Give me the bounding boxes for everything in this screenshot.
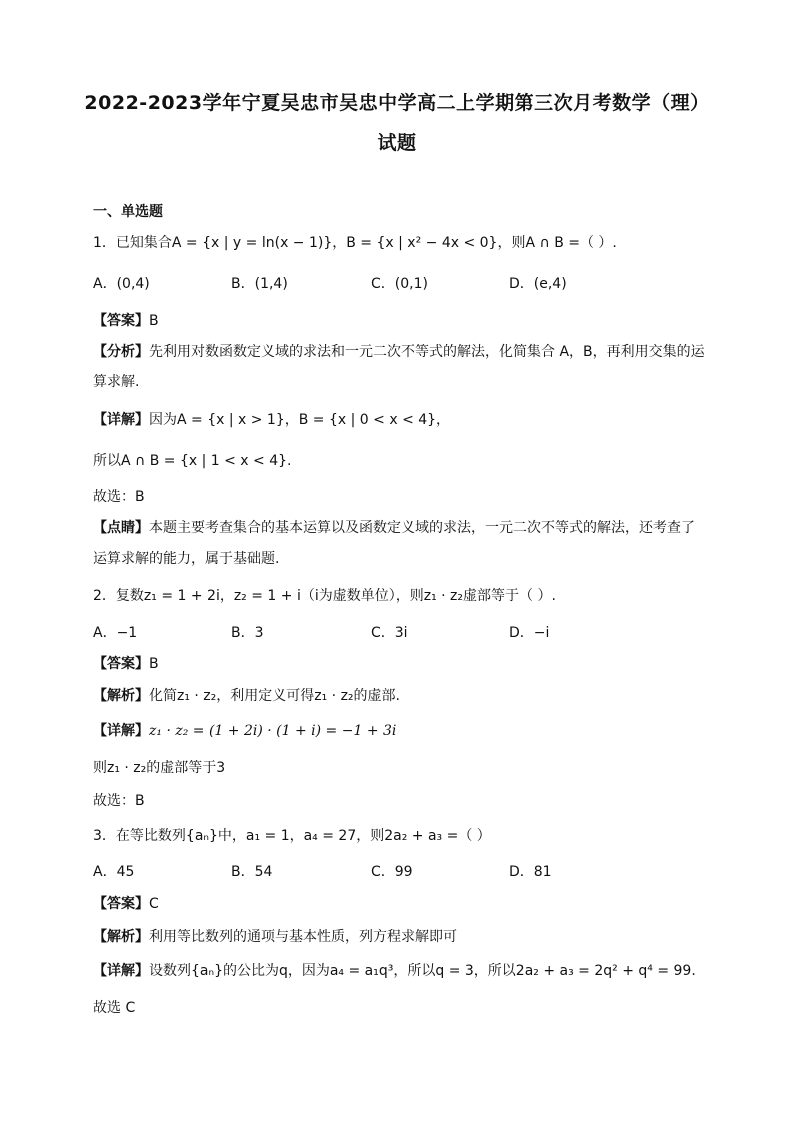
answer-tag: 【答案】 [93,313,149,329]
q1-detail-line-2: 所以A ∩ B = {x | 1 < x < 4}. [93,453,292,469]
comment-tag: 【点睛】 [93,520,149,536]
q2-detail-line-2: 则z₁ · z₂的虚部等于3 [93,760,226,776]
answer-value: B [149,313,159,329]
q3-option-c: C．99 [371,864,413,880]
analysis-text: 化简z₁ · z₂，利用定义可得z₁ · z₂的虚部. [149,688,400,704]
q3-option-a: A．45 [93,864,135,880]
q2-option-d: D．−i [509,625,550,641]
q1-comment-line-1 [93,518,695,538]
q3-option-d: D．81 [509,864,552,880]
q1-option-a: A．(0,4) [93,276,150,292]
detail-text: z₁ · z₂ = (1 + 2i) · (1 + i) = −1 + 3i [149,723,397,739]
q1-option-d: D．(e,4) [509,276,567,292]
analysis-text: 利用等比数列的通项与基本性质，列方程求解即可 [149,929,457,945]
detail-tag: 【详解】 [93,963,149,979]
answer-tag: 【答案】 [93,896,149,912]
answer-value: C [149,896,159,912]
q3-conclusion: 故选 C [93,1000,136,1016]
q2-stem: 2．复数z₁ = 1 + 2i，z₂ = 1 + i（i为虚数单位），则z₁ · z₂虚部等于（ ）. [93,588,556,604]
q2-answer [93,654,159,674]
detail-text: 因为A = {x | x > 1}，B = {x | 0 < x < 4}， [149,412,451,428]
answer-value: B [149,656,159,672]
q1-conclusion: 故选：B [93,489,145,505]
q3-stem: 3．在等比数列{aₙ}中，a₁ = 1，a₄ = 27，则2a₂ + a₃ =（ ） [93,828,491,844]
detail-tag: 【详解】 [93,723,149,739]
analysis-tag: 【解析】 [93,929,149,945]
doc-title-line-2: 试题 [377,132,417,154]
q3-detail [93,961,696,981]
q1-answer [93,311,159,331]
q1-analysis-line-1 [93,342,705,362]
q2-option-b: B．3 [231,625,264,641]
q1-stem: 1．已知集合A = {x | y = ln(x − 1)}，B = {x | x² − 4x < 0}，则A ∩ B =（ ）. [93,235,617,251]
comment-text: 本题主要考查集合的基本运算以及函数定义域的求法，一元二次不等式的解法，还考查了 [149,520,695,536]
q1-analysis-line-2: 算求解. [93,374,140,390]
q2-detail [93,721,396,741]
q1-option-b: B．(1,4) [231,276,288,292]
q3-analysis [93,927,457,947]
q2-option-a: A．−1 [93,625,138,641]
q2-analysis [93,686,400,706]
detail-tag: 【详解】 [93,412,149,428]
analysis-text: 先利用对数函数定义域的求法和一元二次不等式的解法，化简集合 A，B，再利用交集的运 [149,344,705,360]
analysis-tag: 【解析】 [93,688,149,704]
doc-title-line-1: 2022-2023学年宁夏吴忠市吴忠中学高二上学期第三次月考数学（理） [84,92,710,114]
detail-text: 设数列{aₙ}的公比为q，因为a₄ = a₁q³，所以q = 3，所以2a₂ + a₃ = 2q² + q⁴ = 99. [149,963,696,979]
q1-detail-line-1 [93,410,450,430]
q3-option-b: B．54 [231,864,273,880]
q1-option-c: C．(0,1) [371,276,428,292]
analysis-tag: 【分析】 [93,344,149,360]
q2-conclusion: 故选：B [93,793,145,809]
q3-answer [93,894,159,914]
section-heading: 一、单选题 [93,204,163,220]
q2-option-c: C．3i [371,625,408,641]
q1-comment-line-2: 运算求解的能力，属于基础题. [93,551,280,567]
answer-tag: 【答案】 [93,656,149,672]
